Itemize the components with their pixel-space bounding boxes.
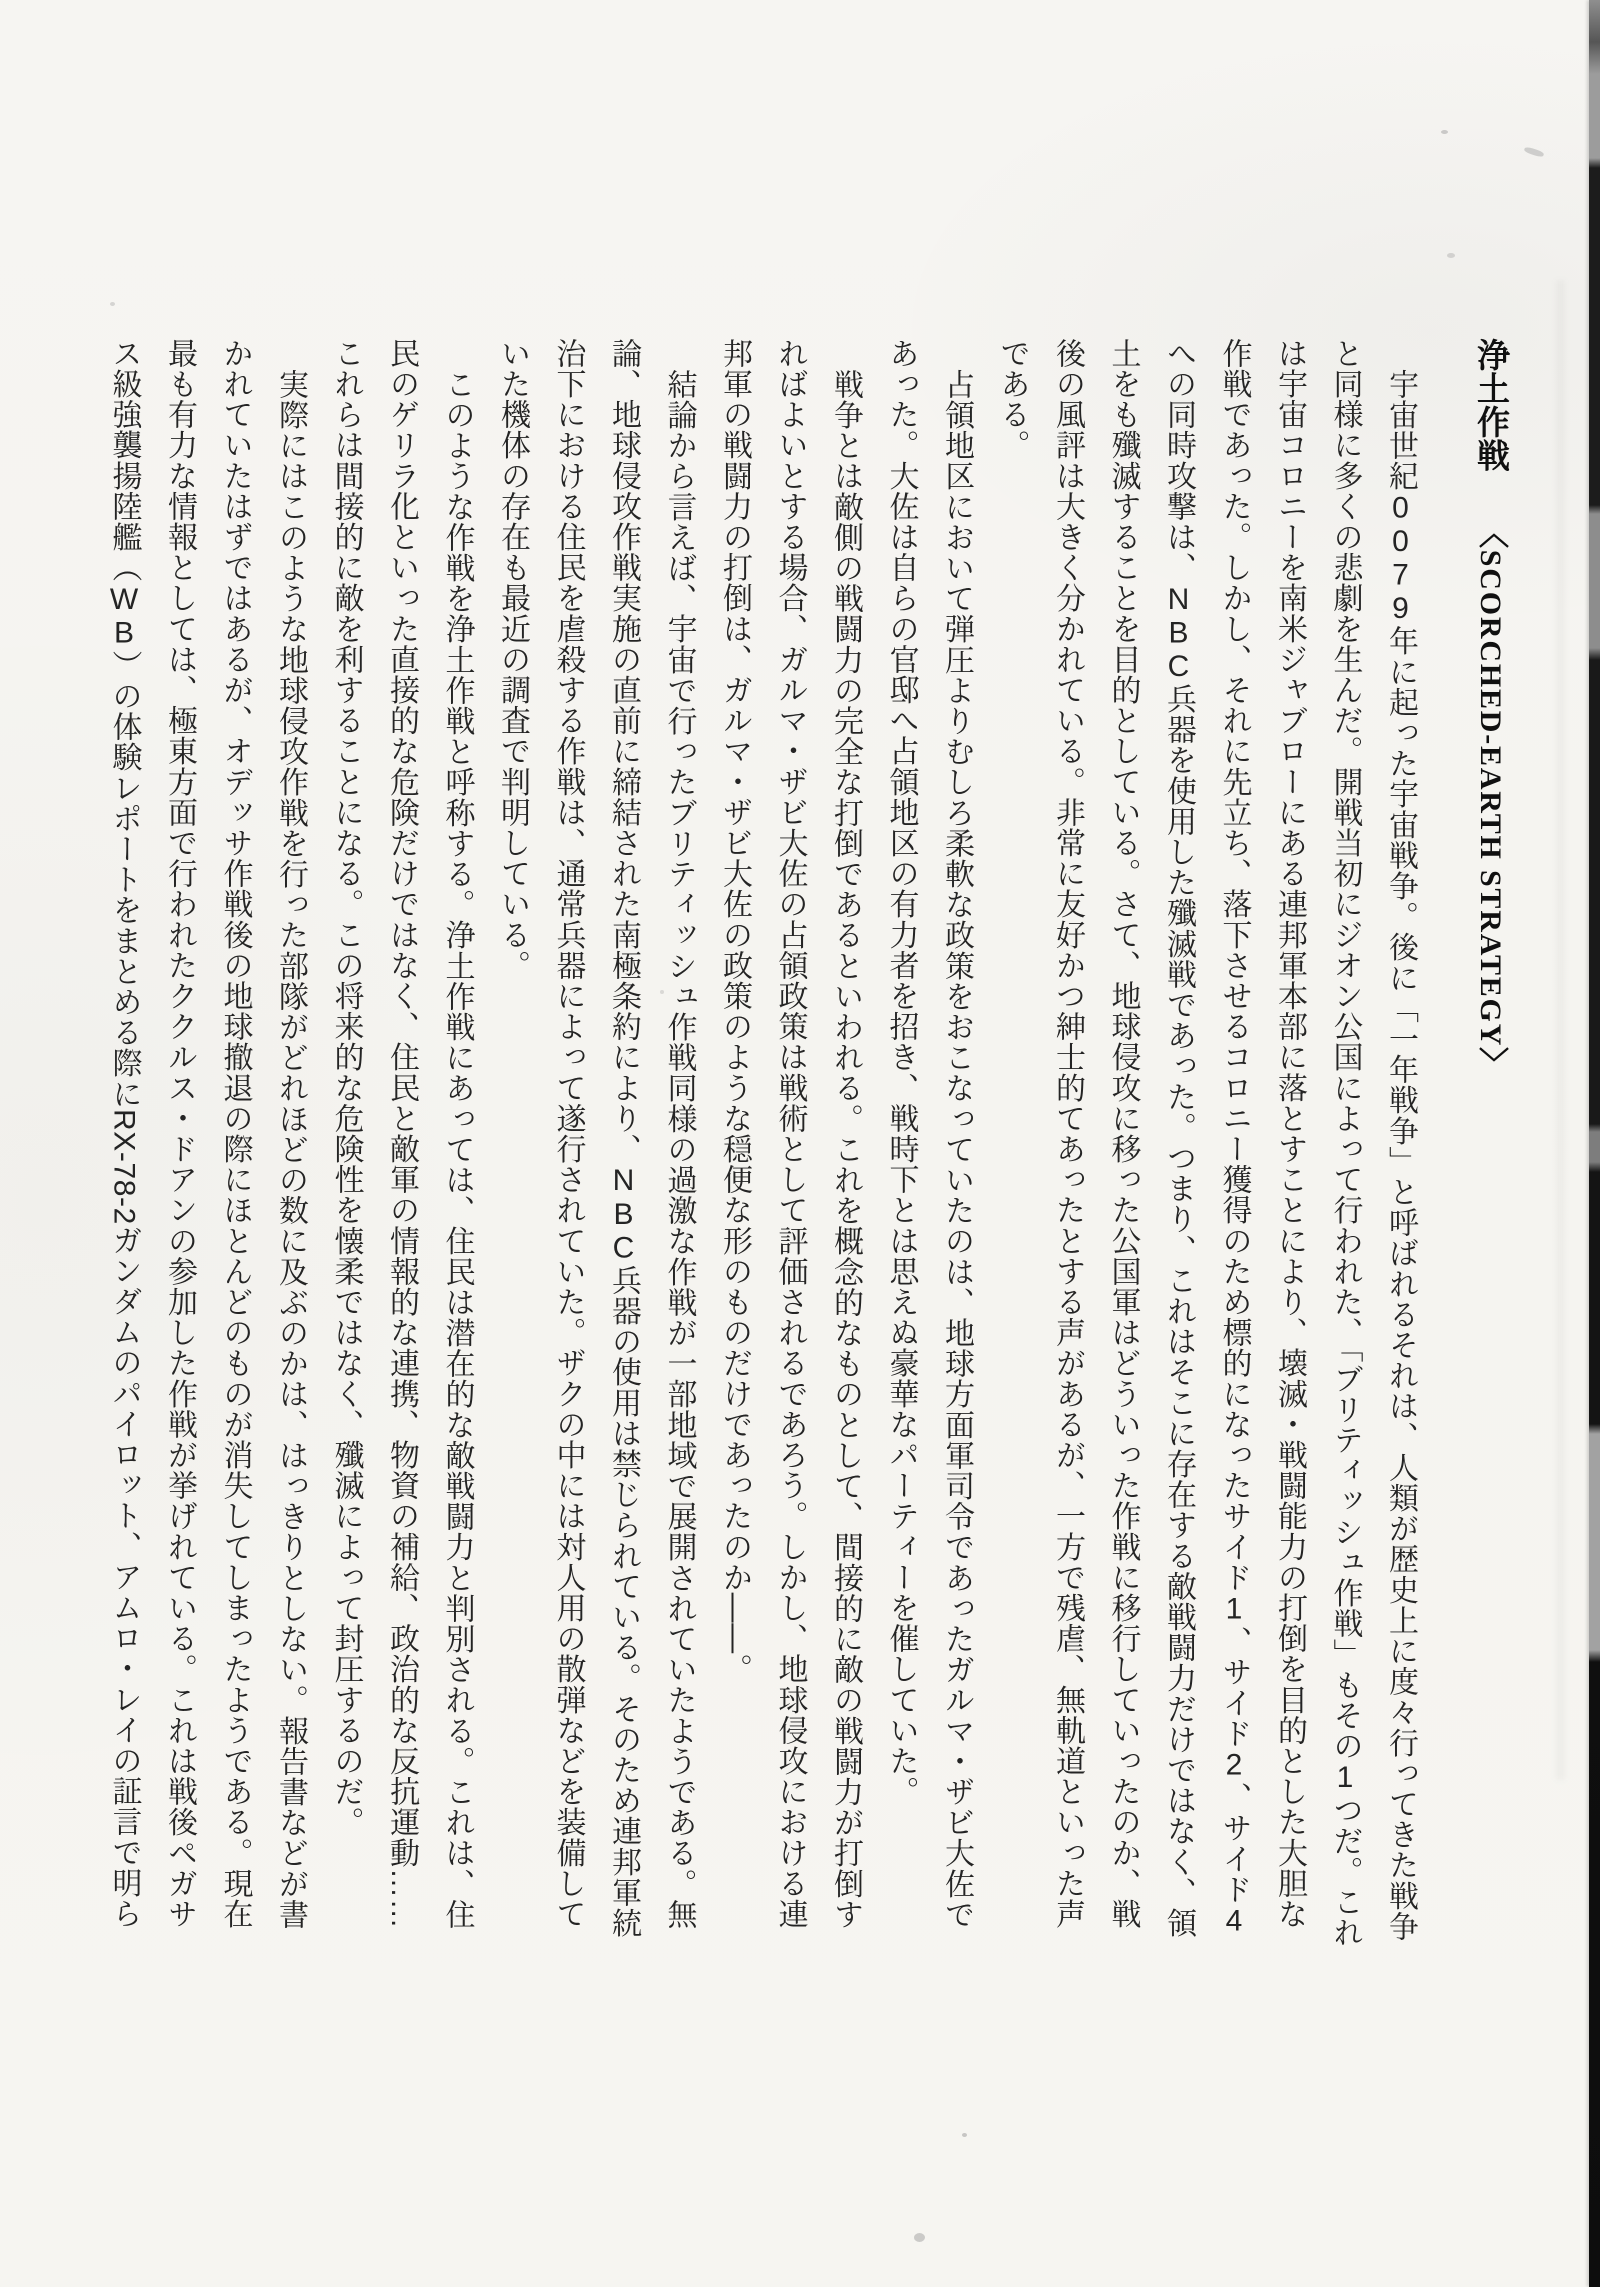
text-column-24: ス級強襲揚陸艦（WB）の体験レポートをまとめる際にRX-78-2ガンダムのパイロット、アムロ・レイの証言で明ら (107, 338, 141, 1929)
scan-speck (110, 302, 115, 306)
text-column-3: は宇宙コロニーを南米ジャブローにある連邦軍本部に落とすことにより、壊滅・戦闘能力の打倒を目的とした大胆な (1273, 338, 1306, 1930)
text-column-22: かれていたはずではあるが、オデッサ作戦後の地球撤退の際にほとんどのものが消失してしまったようである。現在 (218, 338, 252, 1930)
text-column-18: このような作戦を浄土作戦と呼称する。浄土作戦にあっては、住民は潜在的な敵戦闘力と判別される。これは、住 (440, 369, 474, 1930)
text-column-8: である。 (995, 338, 1029, 461)
text-column-16: 治下における住民を虐殺する作戦は、通常兵器によって遂行されていた。ザクの中には対人用の散弾などを装備して (551, 338, 585, 1930)
text-column-4: 作戦であった。しかし、それに先立ち、落下させるコロニー獲得のため標的になったサイド1、サイド2、サイド4 (1217, 338, 1251, 1939)
scan-shadow-streak (1556, 280, 1565, 1780)
scan-speck (1524, 146, 1545, 158)
text-column-17: いた機体の存在も最近の調査で判明している。 (496, 338, 529, 981)
scan-speck (660, 990, 664, 994)
text-column-23: 最も有力な情報としては、極東方面で行われたククルス・ドアンの参加した作戦が挙げれている。これは戦後ペガサ (163, 338, 196, 1930)
text-column-10: あった。大佐は自らの官邸へ占領地区の有力者を招き、戦時下とは思えぬ豪華なパーティーを催していた。 (884, 338, 918, 1807)
book-edge-shadow (1589, 0, 1600, 2287)
text-column-14: 結論から言えば、宇宙で行ったブリティッシュ作戦同様の過激な作戦が一部地域で展開されていたようである。無 (662, 369, 696, 1930)
text-column-2: と同様に多くの悲劇を生んだ。開戦当初にジオン公国によって行われた、「ブリティッシュ作戦」もその1つだ。これ (1328, 338, 1362, 1948)
scan-speck (914, 2233, 925, 2242)
text-column-5: への同時攻撃は、NBC兵器を使用した殲滅戦であった。つまり、これはそこに存在する敵戦闘力だけではなく、領 (1162, 338, 1195, 1939)
page-title: 浄土作戦 (1472, 338, 1508, 472)
text-column-12: ればよいとする場合、ガルマ・ザビ大佐の占領政策は戦術として評価されるであろう。しかし、地球侵攻における連 (773, 338, 807, 1930)
article-body (95, 338, 1428, 1978)
scan-speck (1447, 253, 1455, 258)
scan-speck (962, 2133, 967, 2137)
text-column-1: 宇宙世紀0079年に起った宇宙戦争。後に「一年戦争」と呼ばれるそれは、人類が歴史上に度々行ってきた戦争 (1384, 369, 1417, 1942)
page-subtitle: 〈SCORCHED-EARTH STRATEGY〉 (1474, 518, 1507, 1079)
title-column (1466, 338, 1514, 1738)
text-column-13: 邦軍の戦闘力の打倒は、ガルマ・ザビ大佐の政策のような穏便な形のものだけであったのか――。 (718, 338, 751, 1685)
text-column-9: 占領地区において弾圧よりむしろ柔軟な政策をおこなっていたのは、地球方面軍司令であったガルマ・ザビ大佐で (940, 369, 973, 1930)
text-column-21: 実際にはこのような地球侵攻作戦を行った部隊がどれほどの数に及ぶのかは、はっきりとしない。報告書などが書 (274, 369, 307, 1930)
text-column-20: これらは間接的に敵を利することになる。この将来的な危険性を懐柔ではなく、殲滅によって封圧するのだ。 (329, 338, 363, 1838)
text-column-6: 土をも殲滅することを目的としている。さて、地球侵攻に移った公国軍はどういった作戦に移行していったのか、戦 (1106, 338, 1140, 1930)
scan-speck (1441, 130, 1448, 134)
text-column-11: 戦争とは敵側の戦闘力の完全な打倒であるといわれる。これを概念的なものとして、間接的に敵の戦闘力が打倒す (829, 369, 862, 1930)
text-column-19: 民のゲリラ化といった直接的な危険だけではなく、住民と敵軍の情報的な連携、物資の補給、政治的な反抗運動…… (385, 338, 418, 1930)
text-column-7: 後の風評は大きく分かれている。非常に友好かつ紳士的てあったとする声があるが、一方で残虐、無軌道といった声 (1051, 338, 1084, 1930)
text-column-15: 論、地球侵攻作戦実施の直前に締結された南極条約により、NBC兵器の使用は禁じられている。そのため連邦軍統 (607, 338, 640, 1939)
